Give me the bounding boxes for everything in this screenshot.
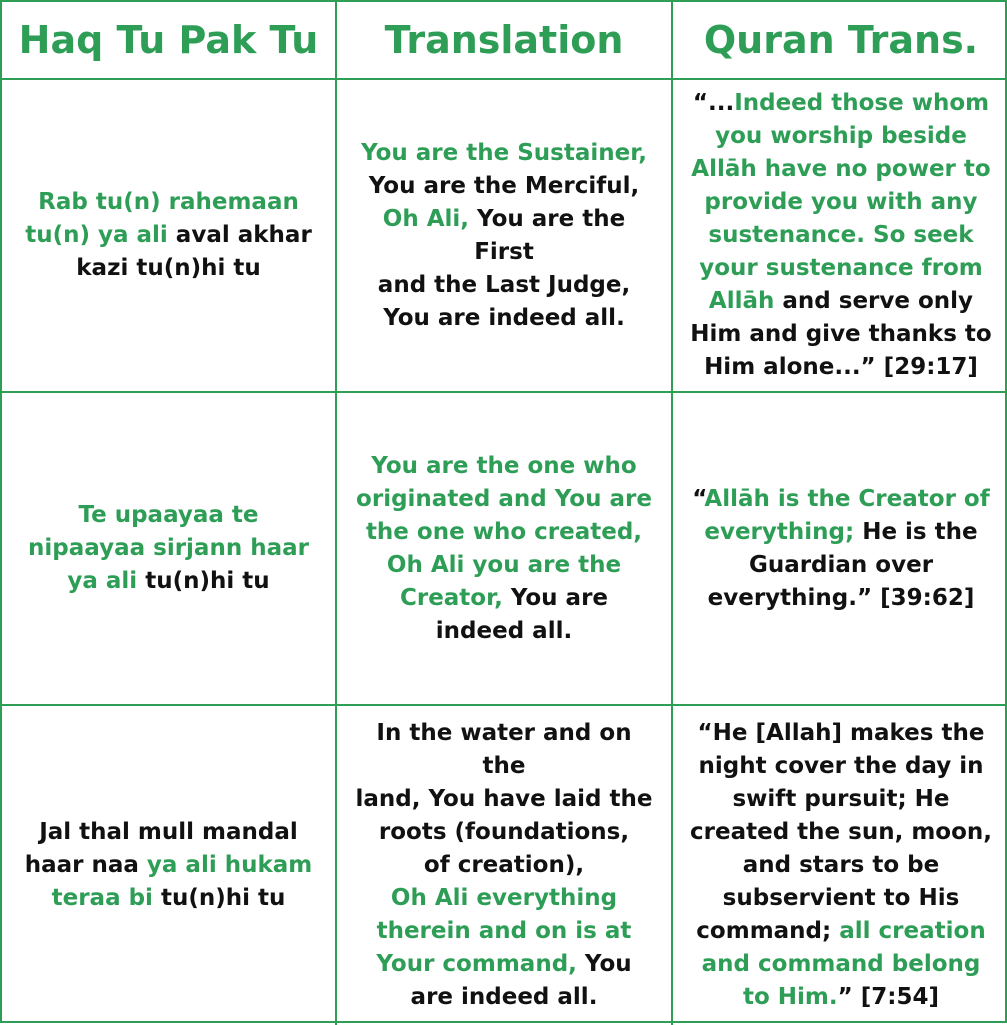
plain-text: Guardian over: [748, 551, 934, 578]
plain-text: created the sun, moon,: [690, 819, 992, 845]
highlighted-text: the one who created,: [365, 518, 643, 545]
plain-text: “...: [692, 90, 735, 116]
plain-text: roots (foundations,: [378, 819, 630, 845]
plain-text: command;: [696, 918, 832, 944]
row2-translation-cell: [337, 393, 673, 706]
highlighted-text: Te upaayaa te: [78, 502, 259, 528]
highlighted-text: all creation: [831, 918, 986, 944]
highlighted-text: tu(n) ya ali: [25, 222, 168, 248]
plain-text: He is the: [854, 518, 978, 545]
plain-text: haar naa: [24, 852, 147, 878]
highlighted-text: therein and on is at: [376, 918, 632, 944]
header-quran-trans: Quran Trans.: [673, 2, 1007, 80]
highlighted-text: Your command,: [376, 951, 577, 977]
cell-text: [356, 450, 652, 648]
plain-text: You are the First: [469, 205, 626, 265]
row3-translation-cell: [337, 706, 673, 1025]
plain-text: land, You have laid the: [355, 786, 653, 812]
plain-text: Him and give thanks to: [690, 321, 992, 347]
plain-text: “He [Allah] makes the: [697, 720, 985, 746]
highlighted-text: Rab tu(n) rahemaan: [38, 189, 299, 215]
plain-text: tu(n)hi tu: [137, 568, 270, 594]
plain-text: You are the Merciful,: [368, 172, 640, 199]
highlighted-text: Allāh: [708, 288, 775, 314]
cell-text: [690, 717, 992, 1014]
plain-text: subservient to His: [722, 885, 960, 911]
plain-text: In the water and on the: [376, 720, 632, 779]
plain-text: are indeed all.: [410, 984, 598, 1010]
plain-text: and serve only: [774, 288, 974, 314]
cell-text: [692, 483, 989, 615]
highlighted-text: Oh Ali you are the: [386, 551, 622, 578]
highlighted-text: teraa bi: [51, 885, 153, 911]
plain-text: aval akhar: [167, 222, 312, 248]
highlighted-text: You are the Sustainer,: [361, 139, 647, 166]
highlighted-text: Allāh is the Creator of: [704, 485, 990, 512]
highlighted-text: nipaayaa sirjann haar: [28, 535, 309, 561]
highlighted-text: you worship beside: [715, 123, 967, 149]
row2-quran-cell: [673, 393, 1007, 706]
plain-text: tu(n)hi tu: [152, 885, 286, 911]
cell-text: [28, 499, 309, 598]
highlighted-text: everything;: [704, 518, 855, 545]
plain-text: and the Last Judge,: [377, 271, 631, 298]
highlighted-text: Creator,: [399, 584, 503, 611]
plain-text: Jal thal mull mandal: [39, 819, 298, 845]
highlighted-text: to Him.: [743, 984, 838, 1010]
highlighted-text: your sustenance from: [699, 255, 983, 281]
plain-text: indeed all.: [435, 617, 573, 644]
row3-quran-cell: [673, 706, 1007, 1025]
highlighted-text: sustenance. So seek: [708, 222, 974, 248]
row1-verse-cell: [2, 80, 337, 393]
plain-text: You: [576, 951, 632, 977]
plain-text: and stars to be: [742, 852, 940, 878]
header-haq-tu-pak-tu: Haq Tu Pak Tu: [2, 2, 337, 80]
plain-text: kazi tu(n)hi tu: [76, 255, 261, 281]
row2-verse-cell: [2, 393, 337, 706]
highlighted-text: Allāh have no power to: [691, 156, 991, 182]
plain-text: everything.” [39:62]: [707, 584, 975, 611]
cell-text: [351, 137, 657, 335]
cell-text: [690, 87, 991, 384]
highlighted-text: provide you with any: [704, 189, 978, 215]
plain-text: ” [7:54]: [837, 984, 939, 1010]
highlighted-text: ya ali hukam: [146, 852, 313, 878]
highlighted-text: ya ali: [67, 568, 138, 594]
row1-quran-cell: [673, 80, 1007, 393]
plain-text: You are: [502, 584, 609, 611]
row3-verse-cell: [2, 706, 337, 1025]
highlighted-text: Indeed those whom: [734, 90, 990, 116]
cell-text: [25, 186, 312, 285]
row1-translation-cell: [337, 80, 673, 393]
plain-text: Him alone...” [29:17]: [704, 354, 978, 380]
highlighted-text: Oh Ali everything: [390, 885, 618, 911]
cell-text: [351, 717, 657, 1014]
plain-text: “: [692, 485, 705, 512]
highlighted-text: Oh Ali,: [382, 205, 470, 232]
highlighted-text: and command belong: [701, 951, 981, 977]
header-translation: Translation: [337, 2, 673, 80]
plain-text: night cover the day in: [698, 753, 984, 779]
plain-text: swift pursuit; He: [732, 786, 950, 812]
highlighted-text: You are the one who: [371, 452, 637, 479]
plain-text: You are indeed all.: [383, 304, 625, 331]
cell-text: [25, 816, 313, 915]
plain-text: of creation),: [423, 852, 585, 878]
highlighted-text: originated and You are: [356, 485, 652, 512]
